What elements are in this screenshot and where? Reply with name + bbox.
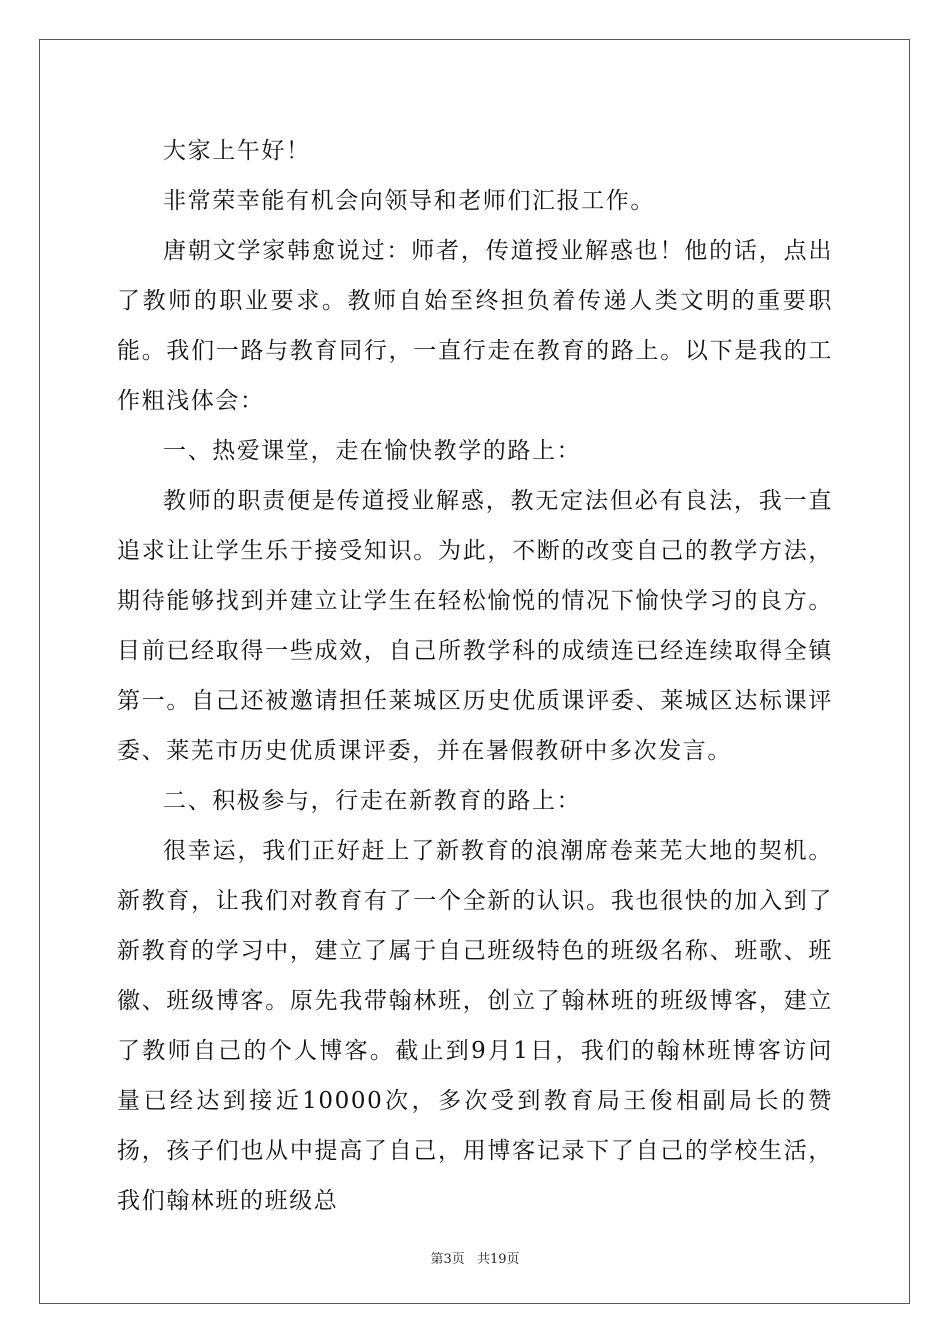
page-total: 共19页 — [476, 1252, 520, 1267]
paragraph-greeting: 大家上午好！ — [163, 138, 311, 164]
paragraph-section-2: 很幸运，我们正好赶上了新教育的浪潮席卷莱芜大地的契机。新教育，让我们对教育有了一个全新的认识。我也很快的加入到了新教育的学习中，建立了属于自己班级特色的班级名称、班歌、班徽、班级博客。原先我带翰林班，创立了翰林班的班级博客，建立了教师自己的个人博客。截止到9月1日，我们的翰林班博客访问量已经达到接近10000次，多次受到教育局王俊相副局长的赞扬，孩子们也从中提高了自己，用博客记录下了自己的学校生活，我们翰林班的班级总 — [117, 838, 833, 1214]
paragraph-quote: 唐朝文学家韩愈说过：师者，传道授业解惑也！他的话，点出了教师的职业要求。教师自始至终担负着传递人类文明的重要职能。我们一路与教育同行，一直行走在教育的路上。以下是我的工作粗浅体会： — [117, 238, 833, 414]
document-body — [117, 126, 833, 1226]
section-heading-2: 二、积极参与，行走在新教育的路上： — [163, 788, 582, 814]
paragraph-section-1: 教师的职责便是传道授业解惑，教无定法但必有良法，我一直追求让让学生乐于接受知识。为此，不断的改变自己的教学方法，期待能够找到并建立让学生在轻松愉悦的情况下愉快学习的良方。目前已经取得一些成效，自己所教学科的成绩连已经连续取得全镇第一。自己还被邀请担任莱城区历史优质课评委、莱城区达标课评委、莱芜市历史优质课评委，并在暑假教研中多次发言。 — [117, 488, 833, 764]
paragraph-intro: 非常荣幸能有机会向领导和老师们汇报工作。 — [163, 188, 655, 214]
section-heading-1: 一、热爱课堂，走在愉快教学的路上： — [163, 438, 582, 464]
page-number: 第3页 — [430, 1252, 465, 1267]
page-footer — [0, 1248, 950, 1267]
